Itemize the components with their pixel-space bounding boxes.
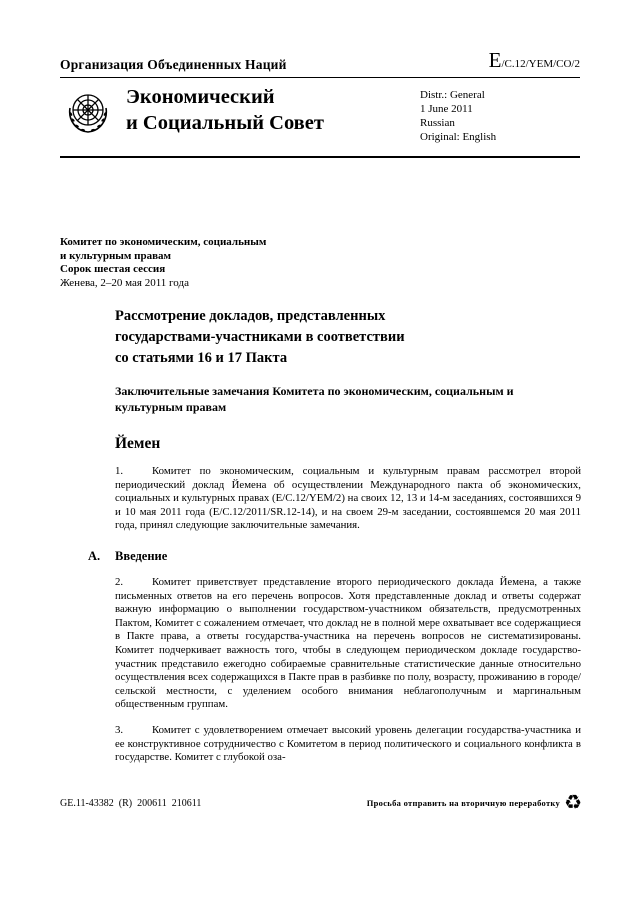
paragraph-1-number: 1.: [115, 465, 124, 477]
paragraph-1-text: Комитет по экономическим, социальным и культурным правам рассмотрел второй периодический доклад Йемена об осуществлении Международного пакта об экономических, социальных и культурных правах (E/C.12/YEM/2) на своих 12, 13 и 14-м заседаниях, состоявшихся 9 и 10 мая 2011 года (E/C.12/2011/SR.12-14), и на своем 29-м заседании, состоявшемся 20 мая 2011 года, принял следующие заключительные замечания.: [115, 465, 581, 532]
section-a-heading: [88, 548, 581, 564]
document-meta: [420, 88, 496, 144]
un-emblem-icon: [62, 86, 114, 138]
meta-date: 1 June 2011: [420, 103, 473, 115]
paragraph-3-number: 3.: [115, 723, 124, 736]
committee-block: [60, 236, 266, 290]
masthead: [60, 84, 580, 156]
council-title-line1: Экономический: [126, 86, 275, 108]
document-body: [88, 306, 581, 765]
main-title-line1: Рассмотрение докладов, представленных: [115, 308, 386, 324]
org-name: Организация Объединенных Наций: [60, 57, 287, 72]
footer-doc-code: GE.11-43382 (R) 200611 210611: [60, 798, 202, 809]
doc-symbol-suffix: /C.12/YEM/CO/2: [501, 58, 580, 70]
council-title-line2: и Социальный Совет: [126, 112, 324, 134]
section-a-label: A.: [88, 548, 101, 563]
country-heading: Йемен: [115, 435, 161, 452]
paragraph-2: [115, 576, 581, 712]
committee-line1: Комитет по экономическим, социальным: [60, 236, 267, 248]
doc-symbol-prefix: E: [488, 48, 502, 72]
main-title-line3: со статьями 16 и 17 Пакта: [115, 350, 288, 366]
header-rule-thick: [60, 156, 580, 158]
paragraph-1: [115, 465, 581, 533]
section-a-title: Введение: [115, 548, 168, 563]
council-title: [126, 84, 324, 136]
document-header: [60, 48, 580, 73]
paragraph-2-text: Комитет приветствует представление второго периодического доклада Йемена, а также письменных ответов на его перечень вопросов. Хотя представленные доклад и ответы содержат важную информацию о выполнении государством-участником обязательств, предусмотренных Пактом, Комитет с сожалением отмечает, что доклад не в полной мере охватывает все содержащиеся в Пакте права, а ответы государства-участника на перечень вопросов не систематизированы. Комитет подчеркивает важность того, чтобы в следующем периодическом докладе государство-участник представило ежегодно собираемые сравнительные статистические данные относительно осуществления всех содержащихся в Пакте прав в разбивке по полу, возрасту, проживанию в городе/сельской местности, с уделением особого внимания неблагополучным и маргинальным общественным группам.: [115, 575, 581, 711]
paragraph-2-number: 2.: [115, 575, 124, 588]
paragraph-3: [115, 724, 581, 765]
header-rule-thin: [60, 77, 580, 78]
recycle-icon: ♻: [564, 792, 582, 814]
committee-venue: Женева, 2–20 мая 2011 года: [60, 276, 189, 289]
document-subtitle: Заключительные замечания Комитета по экономическим, социальным и культурным правам: [115, 384, 514, 414]
committee-line2: и культурным правам: [60, 249, 171, 262]
meta-original: Original: English: [420, 131, 497, 143]
main-title-line2: государствами-участниками в соответствии: [115, 329, 405, 345]
committee-session: Сорок шестая сессия: [60, 263, 166, 275]
recycle-notice: [367, 793, 582, 813]
meta-distr: Distr.: General: [420, 89, 485, 101]
doc-symbol: [489, 48, 580, 73]
recycle-text: Просьба отправить на вторичную переработку: [366, 798, 561, 808]
meta-language: Russian: [420, 117, 455, 129]
main-title: [115, 306, 581, 369]
paragraph-3-text: Комитет с удовлетворением отмечает высокий уровень делегации государства-участника и ее конструктивное сотрудничество с Комитетом в период политического и социального конфликта в государстве. Комитет с глубокой оза-: [115, 723, 581, 764]
